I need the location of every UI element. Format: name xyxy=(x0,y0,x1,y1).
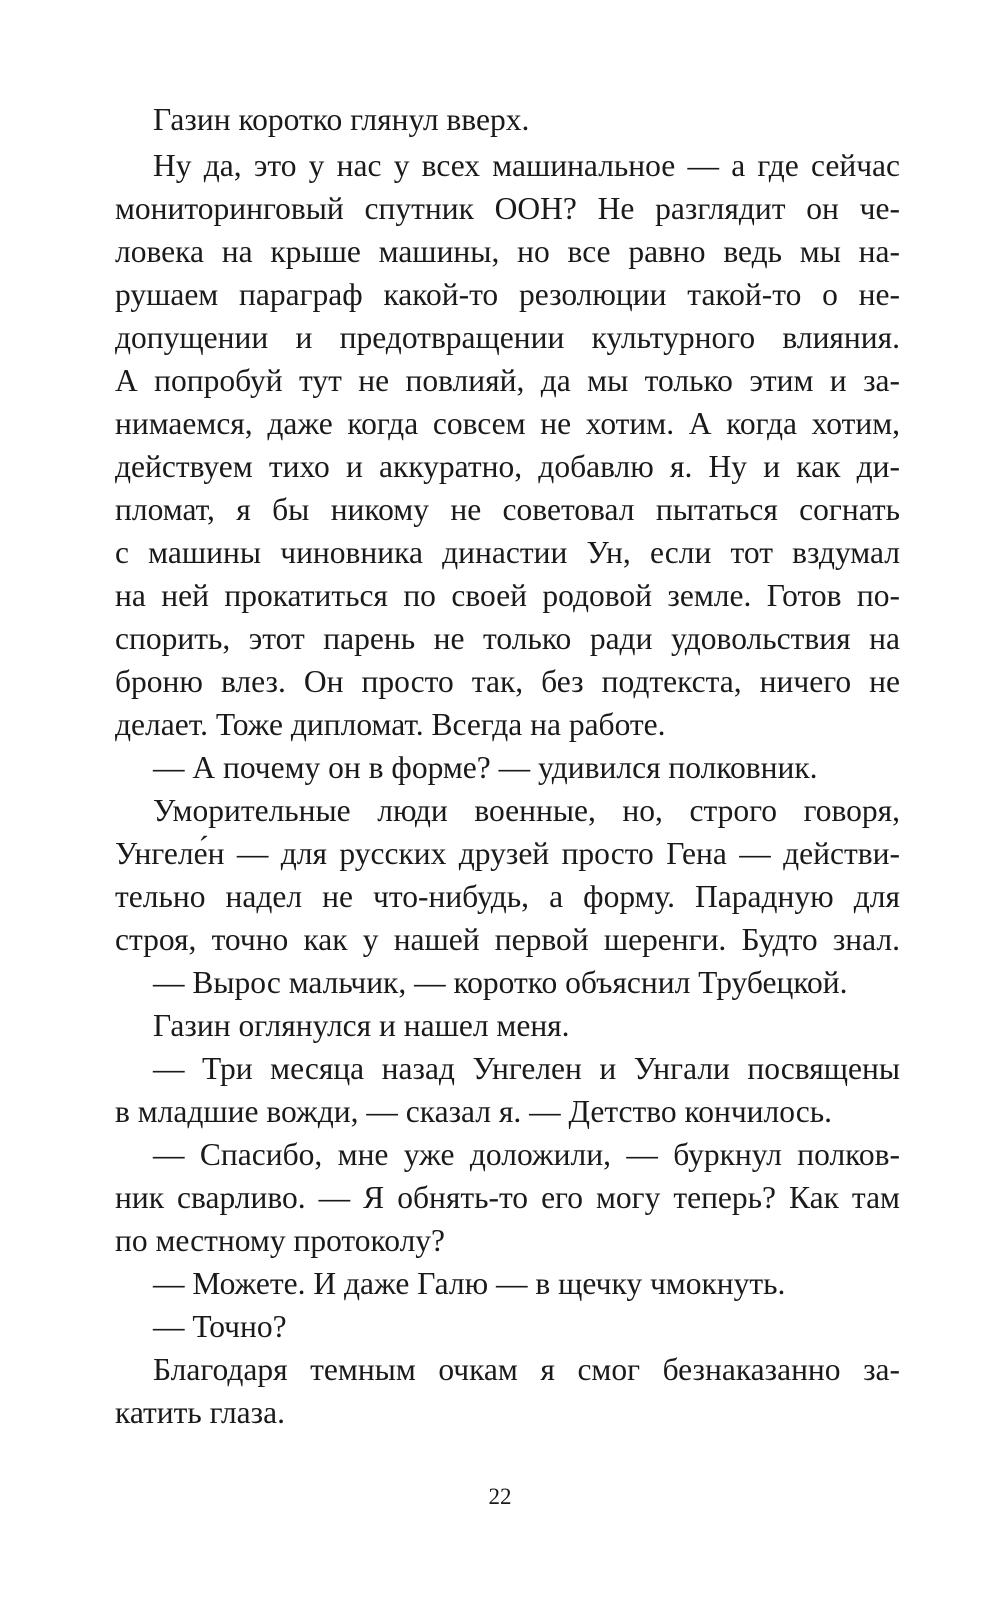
text-line: ловека на крыше машины, но все равно ведь мы на- xyxy=(115,234,900,269)
text-line: допущении и предотвращении культурного влияния. xyxy=(115,320,900,355)
text-line: Газин оглянулся и нашел меня. xyxy=(153,1008,570,1043)
text-line: строя, точно как у нашей первой шеренги. Будто знал. xyxy=(115,922,900,957)
text-line: — Спасибо, мне уже доложили, — буркнул полков- xyxy=(153,1137,900,1172)
text-line: — Точно? xyxy=(153,1309,287,1344)
text-line: тельно надел не что-нибудь, а форму. Парадную для xyxy=(115,879,900,914)
text-line: — Вырос мальчик, — коротко объяснил Трубецкой. xyxy=(153,965,848,1000)
text-line: Унгеле́н — для русских друзей просто Гена — действи- xyxy=(115,836,900,871)
text-line: с машины чиновника династии Ун, если тот вздумал xyxy=(115,535,900,570)
text-line: пломат, я бы никому не советовал пытаться согнать xyxy=(115,492,900,527)
text-line: по местному протоколу? xyxy=(115,1223,446,1258)
text-line: — А почему он в форме? — удивился полковник. xyxy=(153,750,818,785)
text-line: на ней прокатиться по своей родовой земле. Готов по- xyxy=(115,578,900,613)
text-line: нимаемся, даже когда совсем не хотим. А когда хотим, xyxy=(115,406,900,441)
text-line: Ну да, это у нас у всех машинальное — а где сейчас xyxy=(153,148,900,183)
text-line: Уморительные люди военные, но, строго говоря, xyxy=(153,793,900,828)
text-line: броню влез. Он просто так, без подтекста, ничего не xyxy=(115,664,900,699)
text-line: делает. Тоже дипломат. Всегда на работе. xyxy=(115,707,666,742)
text-line: катить глаза. xyxy=(115,1395,285,1430)
text-line: — Можете. И даже Галю — в щечку чмокнуть. xyxy=(153,1266,786,1301)
text-line: А попробуй тут не повлияй, да мы только этим и за- xyxy=(115,363,900,398)
text-line: ник сварливо. — Я обнять-то его могу теперь? Как там xyxy=(115,1180,900,1215)
page-number: 22 xyxy=(488,1484,512,1509)
text-line: — Три месяца назад Унгелен и Унгали посвящены xyxy=(153,1051,900,1086)
text-line: Благодаря темным очкам я смог безнаказанно за- xyxy=(153,1352,900,1387)
text-line: Газин коротко глянул вверх. xyxy=(153,102,530,137)
text-line: рушаем параграф какой-то резолюции такой-то о не- xyxy=(115,277,900,312)
text-line: действуем тихо и аккуратно, добавлю я. Ну и как ди- xyxy=(115,449,900,484)
text-line: мониторинговый спутник ООН? Не разглядит он че- xyxy=(115,191,900,226)
text-line: в младшие вожди, — сказал я. — Детство кончилось. xyxy=(115,1094,832,1129)
text-line: спорить, этот парень не только ради удовольствия на xyxy=(115,621,900,656)
